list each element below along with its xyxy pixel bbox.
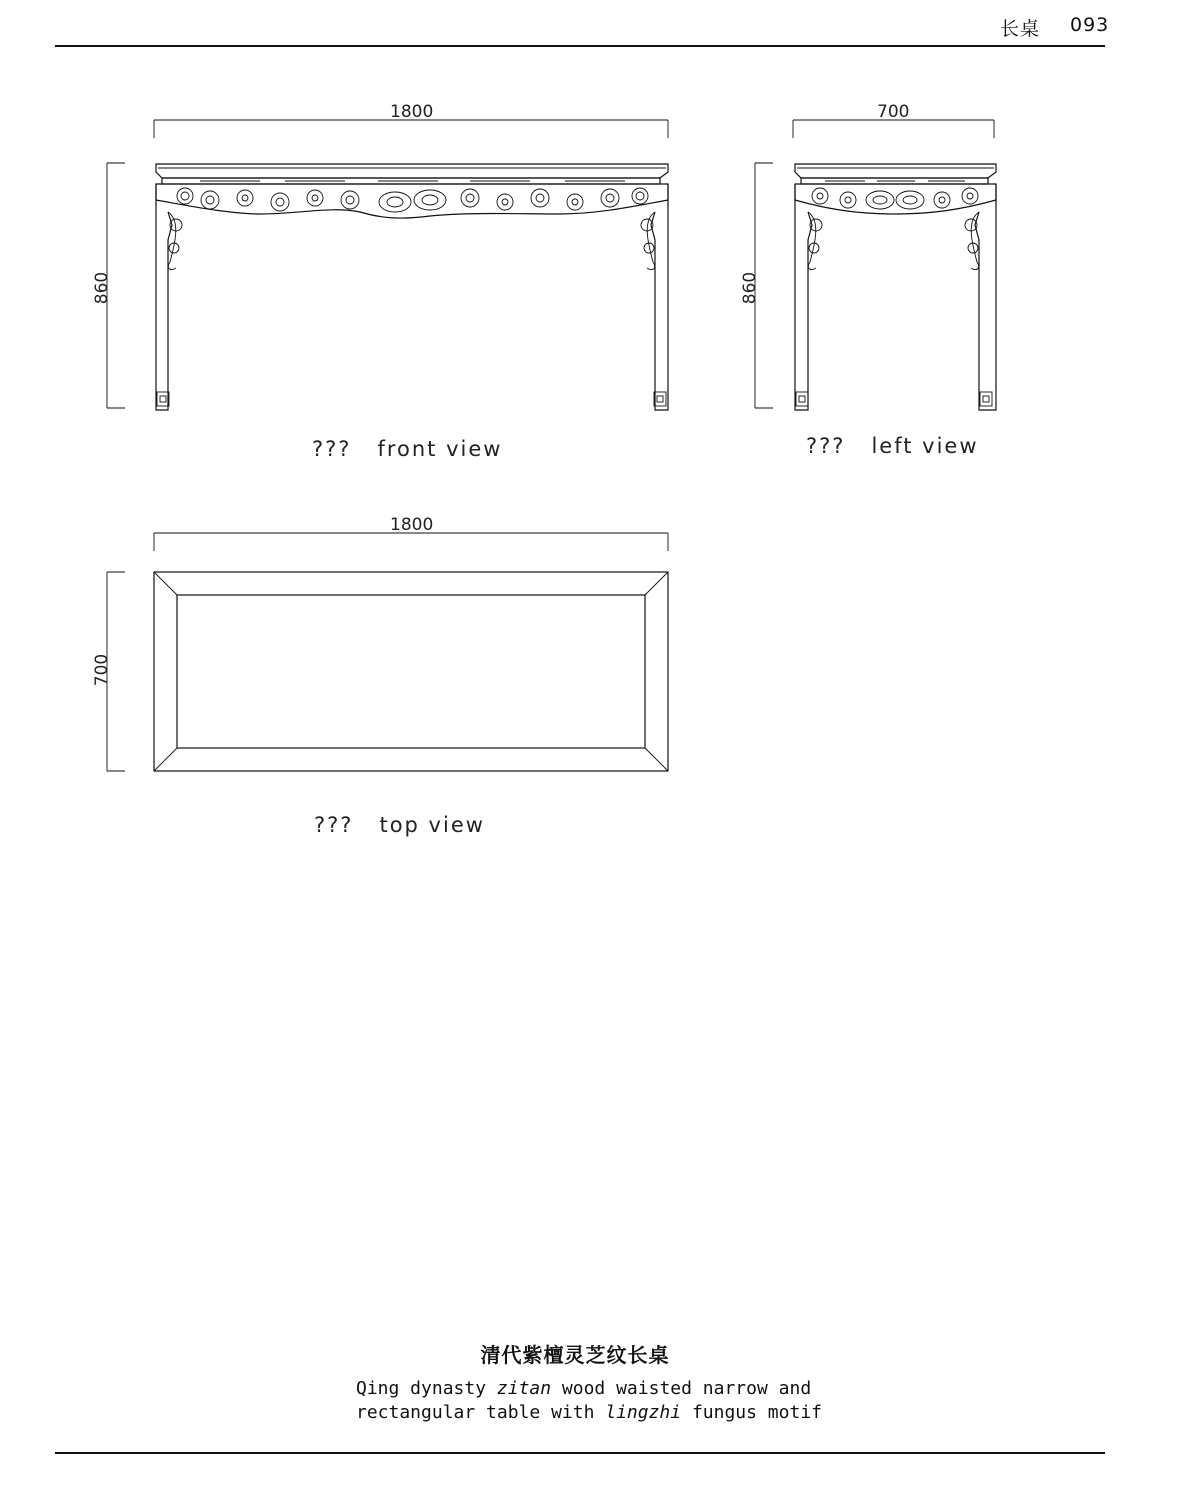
- front-view-caption: ??? front view: [312, 437, 503, 461]
- front-width-dimension: 1800: [390, 102, 434, 122]
- desc-line2-italic: lingzhi: [605, 1402, 682, 1423]
- left-height-dimension: 860: [740, 271, 761, 305]
- description-line-2: [356, 1402, 822, 1423]
- table-title-chinese: 清代紫檀灵芝纹长桌: [480, 1343, 670, 1367]
- desc-line1-part-b: wood waisted narrow and: [551, 1378, 812, 1399]
- left-view-caption: ??? left view: [806, 434, 979, 458]
- left-view-drawing: [755, 120, 996, 410]
- desc-line1-italic: zitan: [496, 1378, 552, 1399]
- description-line-1: [356, 1378, 811, 1399]
- top-view-drawing: [107, 533, 668, 771]
- desc-line1-part-a: Qing dynasty: [356, 1378, 497, 1399]
- top-width-dimension: 1800: [390, 515, 434, 535]
- front-view-drawing: [107, 120, 668, 410]
- desc-line2-part-b: fungus motif: [681, 1402, 822, 1423]
- front-height-dimension: 860: [92, 271, 113, 305]
- top-view-caption: ??? top view: [314, 813, 485, 837]
- section-title: 长桌: [1000, 18, 1041, 40]
- left-width-dimension: 700: [877, 102, 910, 122]
- desc-line2-part-a: rectangular table with: [356, 1402, 606, 1423]
- footer-rule: [55, 1452, 1105, 1454]
- top-height-dimension: 700: [92, 653, 113, 687]
- page-number: 093: [1070, 14, 1110, 36]
